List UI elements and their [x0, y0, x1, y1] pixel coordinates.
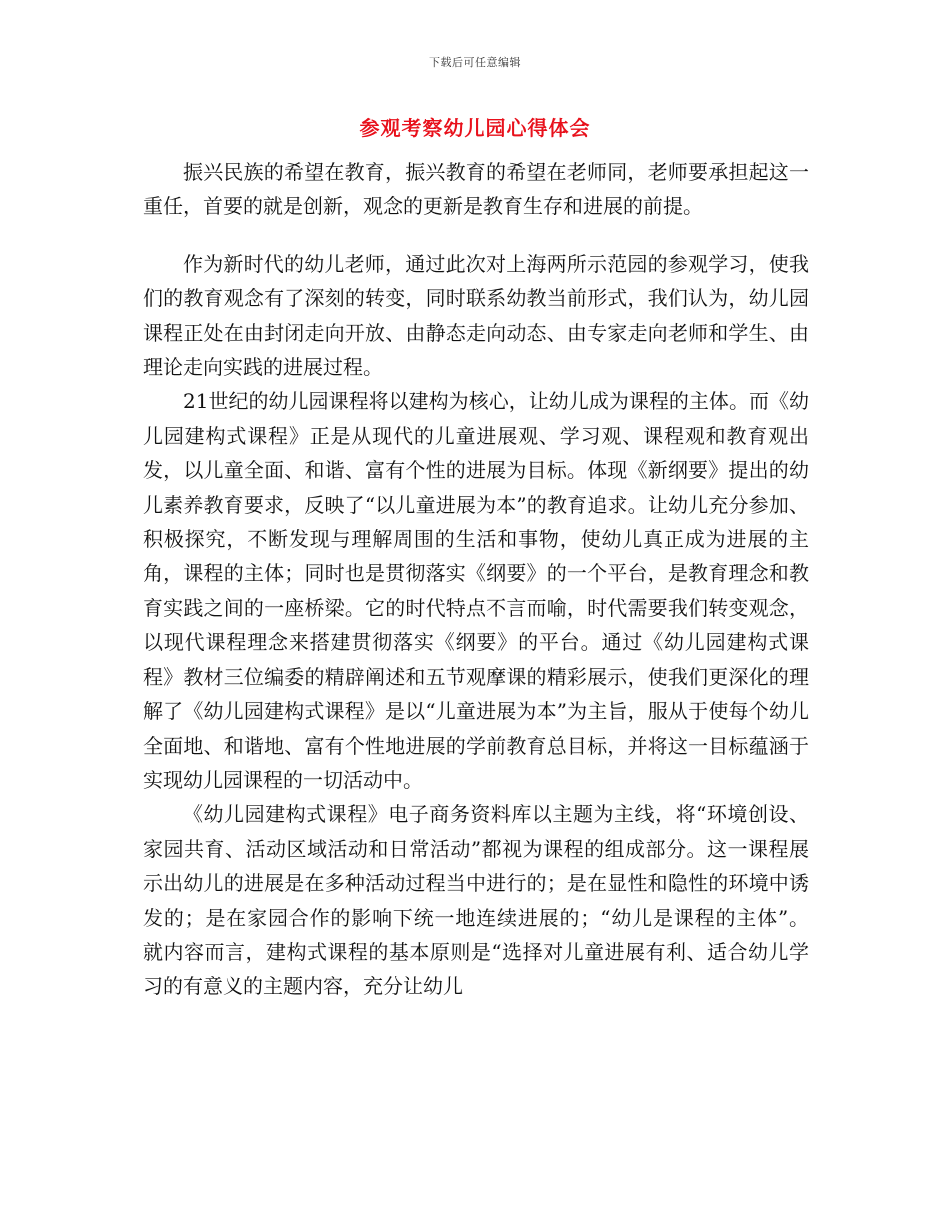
paragraph-3: 21世纪的幼儿园课程将以建构为核心，让幼儿成为课程的主体。而《幼儿园建构式课程》正是从现代的儿童进展观、学习观、课程观和教育观出发，以儿童全面、和谐、富有个性的进展为目标。体现《新纲要》提出的幼儿素养教育要求，反映了“以儿童进展为本”的教育追求。让幼儿充分参加、积极探究，不断发现与理解周围的生活和事物，使幼儿真正成为进展的主角，课程的主体；同时也是贯彻落实《纲要》的一个平台，是教育理念和教育实践之间的一座桥梁。它的时代特点不言而喻，时代需要我们转变观念，以现代课程理念来搭建贯彻落实《纲要》的平台。通过《幼儿园建构式课程》教材三位编委的精辟阐述和五节观摩课的精彩展示，使我们更深化的理解了《幼儿园建构式课程》是以“儿童进展为本”为主旨，服从于使每个幼儿全面地、和谐地、富有个性地进展的学前教育总目标，并将这一目标蕴涵于实现幼儿园课程的一切活动中。 [143, 389, 809, 792]
document-body [143, 155, 809, 1004]
paragraph-4: 《幼儿园建构式课程》电子商务资料库以主题为主线，将“环境创设、家园共育、活动区域活动和日常活动”都视为课程的组成部分。这一课程展示出幼儿的进展是在多种活动过程当中进行的；是在显性和隐性的环境中诱发的；是在家园合作的影响下统一地连续进展的；“幼儿是课程的主体”。 就内容而言，建构式课程的基本原则是“选择对儿童进展有利、适合幼儿学习的有意义的主题内容，充分让幼儿 [143, 802, 809, 999]
paragraph-1: 振兴民族的希望在教育，振兴教育的希望在老师同，老师要承担起这一重任，首要的就是创新，观念的更新是教育生存和进展的前提。 [143, 160, 809, 219]
paragraph-2: 作为新时代的幼儿老师，通过此次对上海两所示范园的参观学习，使我们的教育观念有了深刻的转变，同时联系幼教当前形式，我们认为，幼儿园课程正处在由封闭走向开放、由静态走向动态、由专家走向老师和学生、由理论走向实践的进展过程。 [143, 251, 809, 380]
document-title: 参观考察幼儿园心得体会 [359, 116, 591, 140]
header-note: 下载后可任意编辑 [429, 56, 521, 69]
